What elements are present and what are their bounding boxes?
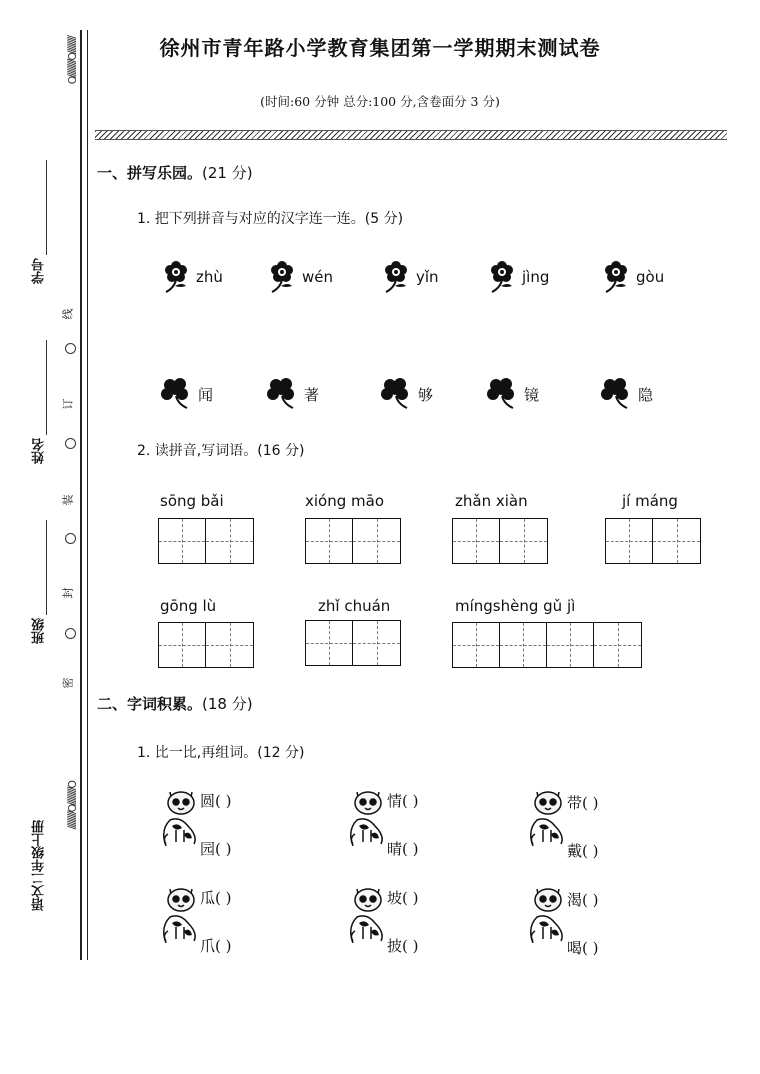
- clover-icon: [486, 376, 518, 414]
- pinyin-prompt: xióng māo: [305, 492, 384, 510]
- pinyin-option[interactable]: wén: [302, 268, 334, 286]
- pinyin-prompt: gōng lù: [160, 597, 217, 615]
- class-field[interactable]: [46, 520, 47, 615]
- hatch-top: //////////O//////////O: [65, 35, 78, 83]
- binding-mark: 订: [61, 398, 75, 410]
- hatch-bottom: O//////////O//////////: [65, 780, 78, 828]
- word-compare-row[interactable]: 喝( ): [567, 939, 599, 957]
- writing-grid[interactable]: [305, 620, 401, 666]
- pinyin-option[interactable]: zhù: [196, 268, 223, 286]
- writing-grid[interactable]: [305, 518, 401, 564]
- question-2-1: 1. 比一比,再组词。(12 分): [137, 745, 305, 761]
- pinyin-option[interactable]: yǐn: [416, 268, 439, 286]
- writing-grid[interactable]: [158, 622, 254, 668]
- pinyin-prompt: sōng bǎi: [160, 492, 224, 510]
- question-1-2: 2. 读拼音,写词语。(16 分): [137, 443, 305, 459]
- writing-grid[interactable]: [158, 518, 254, 564]
- word-compare-row[interactable]: 戴( ): [567, 842, 599, 860]
- binding-mark: 线: [61, 308, 75, 320]
- flower-icon: [160, 258, 192, 298]
- student-number-label: 学号: [32, 258, 47, 284]
- binding-circle: [65, 343, 76, 354]
- cat-icon: [158, 883, 204, 947]
- cat-icon: [525, 883, 571, 947]
- flower-icon: [600, 258, 632, 298]
- word-compare-row[interactable]: 渴( ): [567, 891, 599, 909]
- clover-icon: [600, 376, 632, 414]
- subject-label: 语文二年级上册: [32, 820, 47, 911]
- exam-info: (时间:60 分钟 总分:100 分,含卷面分 3 分): [260, 94, 500, 109]
- word-compare-row[interactable]: 圆( ): [200, 792, 232, 810]
- binding-circle: [65, 628, 76, 639]
- binding-mark: 密: [61, 677, 75, 689]
- character-option[interactable]: 闻: [198, 386, 214, 404]
- word-compare-row[interactable]: 瓜( ): [200, 889, 232, 907]
- binding-circle: [65, 533, 76, 544]
- question-1-1: 1. 把下列拼音与对应的汉字连一连。(5 分): [137, 211, 404, 227]
- binding-line-outer: [80, 30, 82, 960]
- writing-grid[interactable]: [452, 518, 548, 564]
- word-compare-row[interactable]: 晴( ): [387, 840, 419, 858]
- name-field[interactable]: [46, 340, 47, 435]
- binding-circle: [65, 438, 76, 449]
- character-option[interactable]: 著: [304, 386, 320, 404]
- pinyin-prompt: zhǐ chuán: [318, 597, 391, 615]
- flower-icon: [380, 258, 412, 298]
- word-compare-row[interactable]: 园( ): [200, 840, 232, 858]
- flower-icon: [486, 258, 518, 298]
- binding-mark: 封: [61, 587, 75, 599]
- word-compare-row[interactable]: 披( ): [387, 937, 419, 955]
- character-option[interactable]: 隐: [638, 386, 654, 404]
- pinyin-option[interactable]: gòu: [636, 268, 665, 286]
- student-number-field[interactable]: [46, 160, 47, 255]
- clover-icon: [380, 376, 412, 414]
- cat-icon: [525, 786, 571, 850]
- pinyin-prompt: jí máng: [622, 492, 678, 510]
- class-label: 班级: [32, 618, 47, 644]
- name-label: 姓名: [32, 438, 47, 464]
- flower-icon: [266, 258, 298, 298]
- header-divider: [95, 130, 727, 140]
- word-compare-row[interactable]: 爪( ): [200, 937, 232, 955]
- cat-icon: [345, 786, 391, 850]
- section-2-heading: 二、字词积累。(18 分): [97, 695, 253, 713]
- cat-icon: [345, 883, 391, 947]
- binding-line-inner: [87, 30, 88, 960]
- page-title: 徐州市青年路小学教育集团第一学期期末测试卷: [159, 36, 601, 60]
- pinyin-option[interactable]: jìng: [522, 268, 550, 286]
- writing-grid[interactable]: [605, 518, 701, 564]
- section-1-heading: 一、拼写乐园。(21 分): [97, 164, 253, 182]
- writing-grid[interactable]: [452, 622, 642, 668]
- pinyin-prompt: zhǎn xiàn: [455, 492, 528, 510]
- pinyin-prompt: míngshèng gǔ jì: [455, 597, 576, 615]
- word-compare-row[interactable]: 带( ): [567, 794, 599, 812]
- character-option[interactable]: 够: [418, 386, 434, 404]
- cat-icon: [158, 786, 204, 850]
- binding-mark: 装: [61, 494, 75, 506]
- clover-icon: [160, 376, 192, 414]
- clover-icon: [266, 376, 298, 414]
- word-compare-row[interactable]: 情( ): [387, 792, 419, 810]
- word-compare-row[interactable]: 坡( ): [387, 889, 419, 907]
- character-option[interactable]: 镜: [524, 386, 540, 404]
